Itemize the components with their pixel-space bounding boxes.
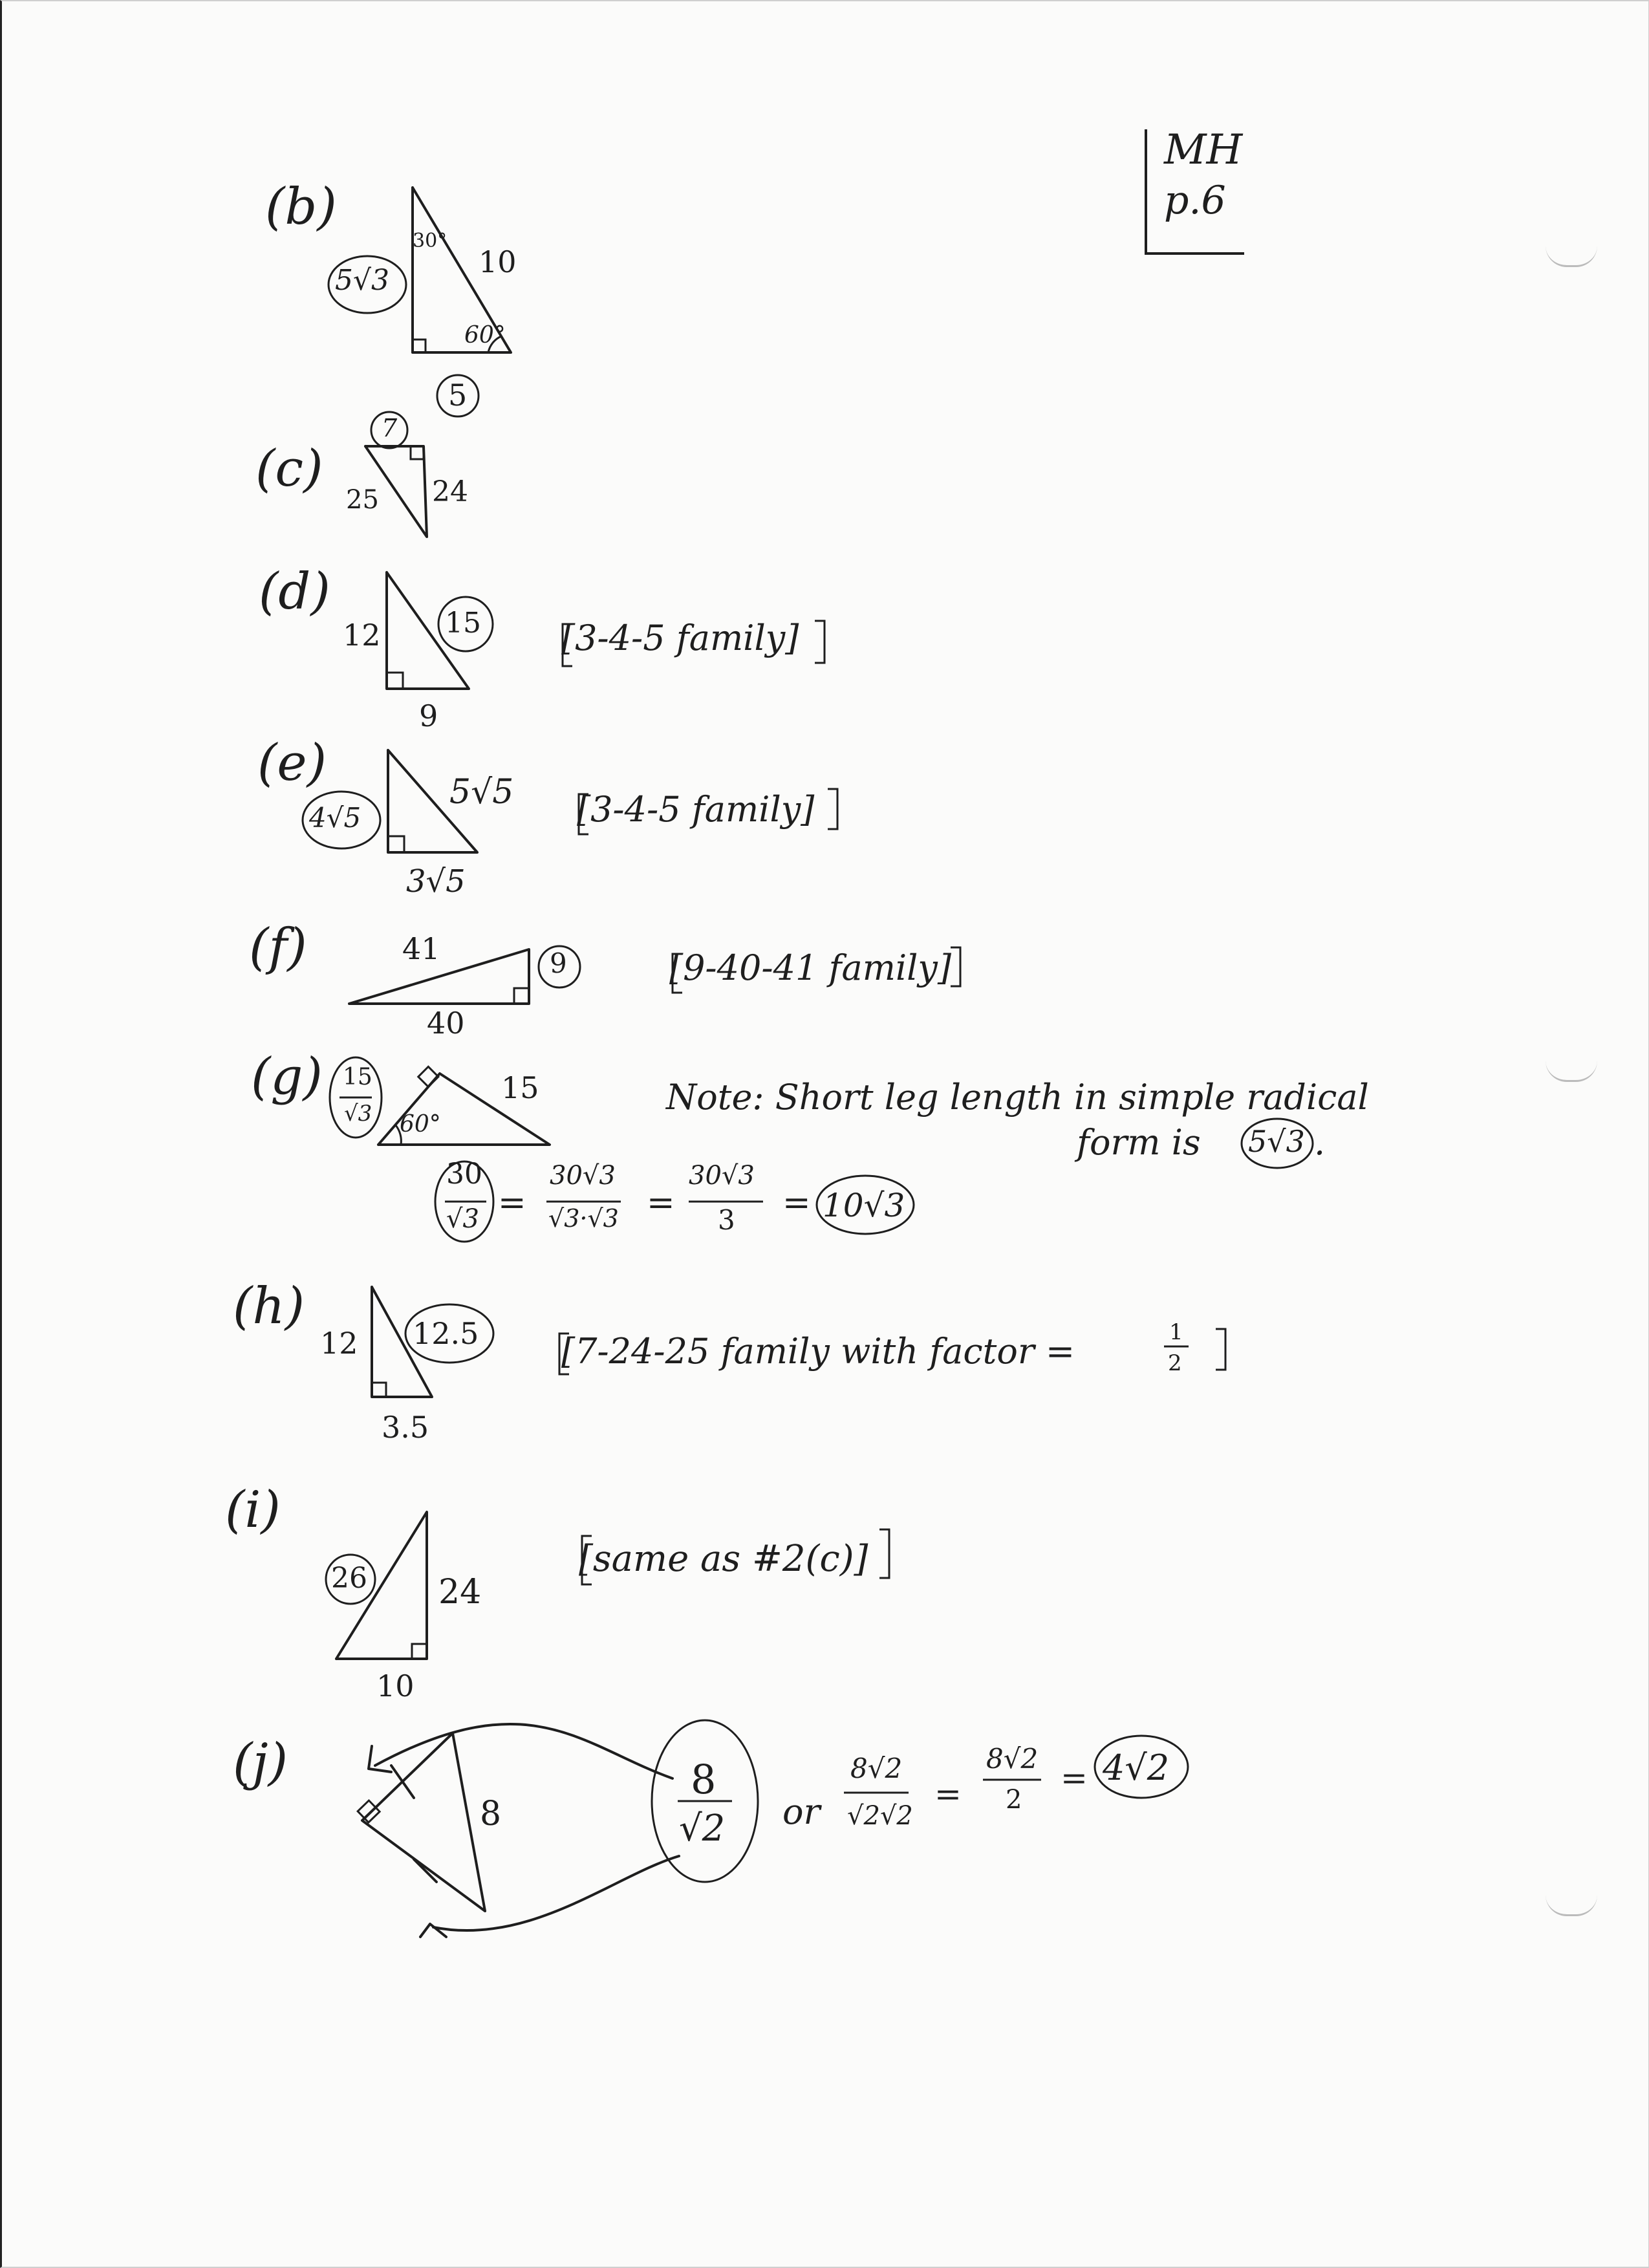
j-work-1-numerator: 8√2 <box>850 1753 903 1784</box>
g-work-1-denominator: √3 <box>446 1204 479 1234</box>
j-equals-2: = <box>1061 1759 1088 1797</box>
h-hypotenuse-answer: 12.5 <box>413 1316 479 1351</box>
problem-label-i: (i) <box>225 1481 281 1539</box>
header-initials: MH <box>1164 126 1243 174</box>
b-angle-top: 30° <box>413 230 447 252</box>
g-work-3-numerator: 30√3 <box>689 1161 755 1191</box>
b-short-leg-answer: 5 <box>448 378 468 413</box>
i-leg-b: 10 <box>376 1669 415 1703</box>
j-answer-numerator: 8 <box>691 1756 717 1803</box>
header-page: p.6 <box>1164 178 1226 223</box>
h-leg-b: 3.5 <box>382 1410 429 1445</box>
fraction-bars <box>339 1097 1189 1801</box>
f-hypotenuse: 41 <box>402 931 440 966</box>
g-angle: 60° <box>400 1111 441 1138</box>
problem-label-e: (e) <box>257 734 327 792</box>
g-work-3-denominator: 3 <box>718 1204 735 1236</box>
e-family-note: [3-4-5 family] <box>577 789 815 830</box>
g-note-line1: Note: Short leg length in simple radical <box>666 1077 1369 1118</box>
e-leg-b: 3√5 <box>406 863 466 900</box>
problem-label-b: (b) <box>265 178 337 236</box>
h-leg-a: 12 <box>320 1326 358 1361</box>
b-hypotenuse: 10 <box>479 244 517 279</box>
g-work-2-denominator: √3·√3 <box>548 1204 619 1233</box>
j-work-1-denominator: √2√2 <box>847 1801 913 1831</box>
c-hypotenuse: 25 <box>346 485 379 515</box>
c-top-answer: 7 <box>382 414 398 442</box>
problem-label-j: (j) <box>233 1733 288 1791</box>
g-note-period: . <box>1314 1122 1326 1163</box>
g-work-result: 10√3 <box>823 1187 905 1224</box>
g-hypotenuse: 15 <box>501 1070 539 1105</box>
j-equals-1: = <box>934 1775 962 1813</box>
h-factor-numerator: 1 <box>1169 1319 1183 1345</box>
triangle-j <box>358 1724 679 1937</box>
j-answer-denominator: √2 <box>679 1808 726 1850</box>
problem-label-d: (d) <box>259 563 330 621</box>
j-work-2-denominator: 2 <box>1006 1785 1022 1815</box>
g-work-1-numerator: 30 <box>446 1158 482 1191</box>
f-leg-b: 40 <box>427 1006 465 1041</box>
g-note-line2: form is <box>1077 1122 1201 1163</box>
problem-label-f: (f) <box>249 918 307 977</box>
h-family-note: [7-24-25 family with factor = <box>561 1331 1075 1372</box>
i-same-as-note: [same as #2(c)] <box>579 1538 868 1580</box>
problem-label-g: (g) <box>251 1048 323 1106</box>
j-work-2-numerator: 8√2 <box>986 1743 1039 1775</box>
d-hypotenuse-answer: 15 <box>445 607 481 640</box>
d-family-note: [3-4-5 family] <box>561 618 799 658</box>
f-leg-a-answer: 9 <box>550 947 567 979</box>
h-factor-denominator: 2 <box>1168 1350 1182 1376</box>
g-equals-2: = <box>647 1183 675 1222</box>
i-hypotenuse-answer: 26 <box>331 1562 367 1595</box>
g-note-value: 5√3 <box>1248 1124 1305 1159</box>
i-leg-a: 24 <box>438 1573 482 1612</box>
g-answer-numerator: 15 <box>343 1064 372 1090</box>
c-leg: 24 <box>432 475 468 508</box>
d-leg-a: 12 <box>343 618 381 653</box>
problem-label-h: (h) <box>233 1277 305 1335</box>
e-leg-a-answer: 4√5 <box>309 802 361 834</box>
e-hypotenuse: 5√5 <box>449 773 514 812</box>
g-equals-1: = <box>498 1183 526 1222</box>
j-result: 4√2 <box>1103 1747 1170 1788</box>
problem-label-c: (c) <box>255 440 323 498</box>
g-work-2-numerator: 30√3 <box>550 1161 616 1191</box>
h-note-close <box>1208 1326 1222 1366</box>
b-angle-bottom: 60° <box>464 322 506 349</box>
g-answer-denominator: √3 <box>344 1101 372 1127</box>
f-family-note: [9-40-41 family] <box>669 947 952 988</box>
j-or: or <box>782 1791 821 1832</box>
d-leg-b: 9 <box>419 698 438 733</box>
j-hypotenuse: 8 <box>480 1795 502 1833</box>
b-long-leg-answer: 5√3 <box>335 264 390 297</box>
g-equals-3: = <box>782 1183 811 1222</box>
